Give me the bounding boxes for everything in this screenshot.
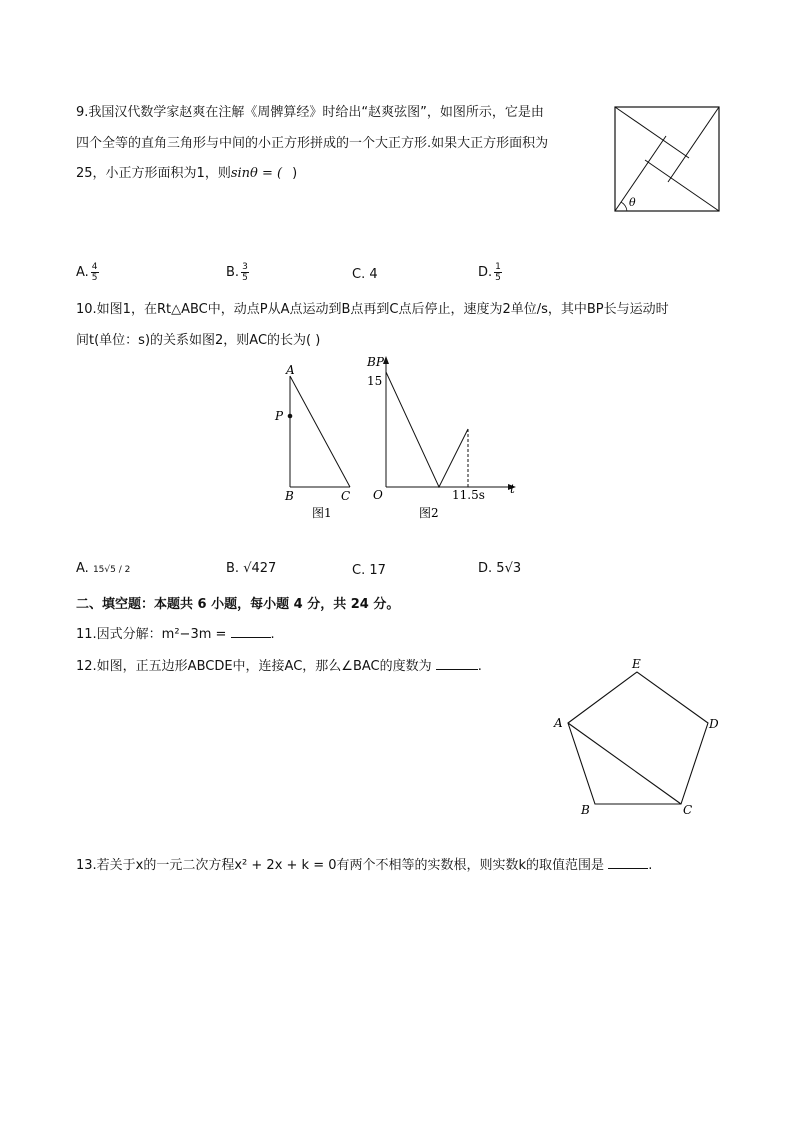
pentagon-figure (548, 654, 728, 820)
fig2-origin: O (373, 488, 383, 502)
q12: 12.如图，正五边形ABCDE中，连接AC，那么∠BAC的度数为 . (76, 659, 482, 674)
fig1-label-c: C (341, 489, 351, 503)
fig2-xlabel: t (510, 482, 515, 496)
q9-line3-math: sinθ = ( (230, 166, 283, 181)
theta-label: θ (629, 196, 636, 209)
q9-line2: 四个全等的直角三角形与中间的小正方形拼成的一个大正方形.如果大正方形面积为 (76, 136, 549, 151)
q10-line2: 间t(单位：s)的关系如图2，则AC的长为( ) (76, 333, 321, 348)
q9-option-a (76, 262, 99, 283)
q13: 13.若关于x的一元二次方程x² + 2x + k = 0有两个不相等的实数根，则实数k的取值范围是 . (76, 858, 653, 873)
fig2-ylabel: BP (367, 355, 384, 369)
q9-option-c-letter: C. (352, 267, 366, 282)
q10-option-b (226, 560, 276, 578)
section-heading: 二、填空题：本题共 6 小题，每小题 4 分，共 24 分。 (76, 597, 400, 612)
q13-answer-blank[interactable] (608, 868, 648, 869)
q9-option-d (478, 262, 502, 283)
pentagon-label-e: E (632, 657, 641, 671)
pentagon-label-c: C (683, 803, 693, 817)
fig1-label-p: P (275, 409, 284, 423)
q9-option-a-frac: $\frac{4}{5}$ (91, 262, 98, 283)
q10-option-b-letter: B. (226, 561, 240, 576)
q10-option-d-value: 5√3 (496, 561, 522, 576)
q10-option-c-value: 17 (369, 563, 386, 578)
q9-line3-text: 25，小正方形面积为1，则 (76, 166, 231, 181)
zhao-shuang-diagram (612, 104, 724, 214)
q9-option-a-letter: A. (76, 265, 89, 280)
q10-option-c (352, 562, 386, 580)
q10-option-d-letter: D. (478, 561, 493, 576)
q10-option-c-letter: C. (352, 563, 366, 578)
fig2-ytick: 15 (367, 374, 383, 388)
q9-option-d-letter: D. (478, 265, 493, 280)
q10-figure2 (362, 352, 522, 525)
q9-option-b-frac: $\frac{3}{5}$ (242, 262, 248, 283)
q9-option-c-value: 4 (369, 267, 378, 282)
q10-option-d (478, 560, 521, 578)
q11: 11.因式分解：m²−3m = . (76, 627, 275, 642)
q9-line1: 9.我国汉代数学家赵爽在注解《周髀算经》时给出“赵爽弦图”，如图所示，它是由 (76, 105, 544, 120)
q11-answer-blank[interactable] (231, 637, 271, 638)
q12-answer-blank[interactable] (436, 669, 478, 670)
q10-option-a-letter: A. (76, 561, 89, 576)
q13-text: 13.若关于x的一元二次方程x² + 2x + k = 0有两个不相等的实数根，则实数k的取值范围是 (76, 858, 605, 873)
q9-option-d-frac: $\frac{1}{5}$ (495, 262, 501, 283)
fig1-label-a: A (286, 363, 295, 377)
q9-option-c (352, 266, 378, 284)
q11-text: 11.因式分解：m²−3m = (76, 627, 227, 642)
q10-line1: 10.如图1，在Rt△ABC中，动点P从A点运动到B点再到C点后停止，速度为2单位/s，其中BP长与运动时 (76, 302, 669, 317)
q12-text: 12.如图，正五边形ABCDE中，连接AC，那么∠BAC的度数为 (76, 659, 432, 674)
q9-option-b-letter: B. (226, 265, 240, 280)
pentagon-label-a: A (554, 716, 563, 730)
pentagon-label-d: D (709, 717, 719, 731)
fig2-caption: 图2 (419, 506, 439, 520)
q9-line3-close: ) (292, 166, 298, 181)
fig1-label-b: B (285, 489, 294, 503)
q10-option-a (76, 560, 130, 579)
fig1-caption: 图1 (312, 506, 332, 520)
q9-option-b (226, 262, 249, 283)
pentagon-label-b: B (581, 803, 590, 817)
q10-figure1 (268, 360, 368, 525)
q9-line3 (76, 165, 297, 183)
q10-option-a-value: 15√5 / 2 (92, 565, 131, 575)
q10-option-b-value: √427 (243, 561, 277, 576)
fig2-xtick: 11.5s (452, 488, 485, 502)
